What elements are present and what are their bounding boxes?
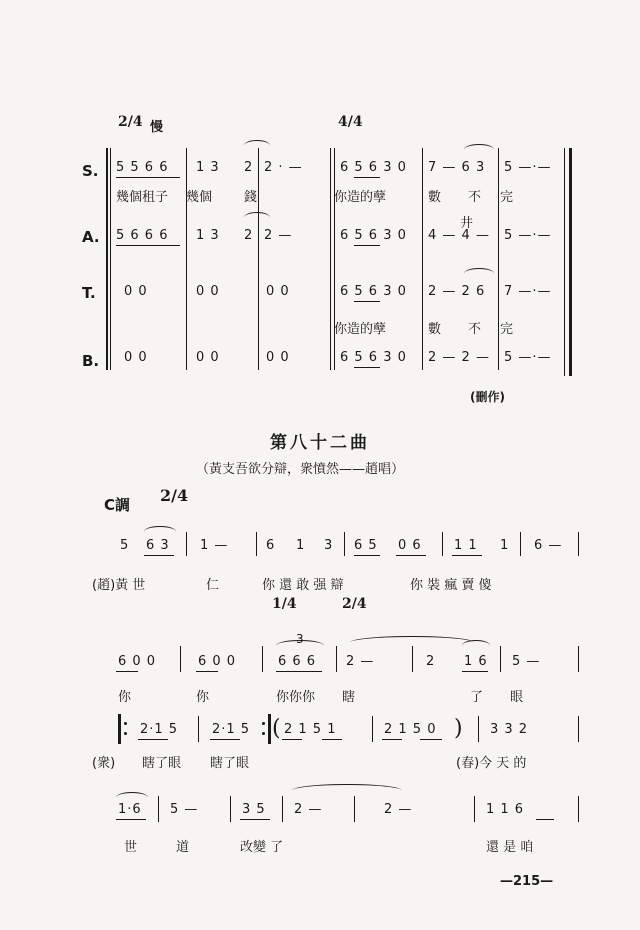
l2-lyric-3: 你你你 xyxy=(276,690,316,705)
l1-note-e: 1 xyxy=(296,538,306,553)
l3-repeat-end xyxy=(268,714,271,744)
l3-repeat-end-dot-2 xyxy=(262,732,265,735)
part-label-tenor: T. xyxy=(82,284,96,302)
l2-measure-7: 5 — xyxy=(512,654,541,669)
l1-barline-4 xyxy=(442,532,443,556)
l2-time-signature-2: 2/4 xyxy=(342,596,367,612)
l3-underline-3a xyxy=(282,739,302,740)
a-measure-6: 4 — 4 — xyxy=(428,228,490,243)
l4-measure-1: 1·6 xyxy=(118,802,142,817)
l3-barline-4 xyxy=(578,716,579,742)
s-underline-5 xyxy=(354,177,380,178)
attribution: (刪作) xyxy=(470,390,505,404)
l2-barline-3 xyxy=(336,646,337,672)
t-slur-6 xyxy=(464,268,494,279)
t-lyric-5: 你造的孽 xyxy=(334,322,387,337)
l3-underline-1 xyxy=(138,739,168,740)
l2-underline-2 xyxy=(196,671,218,672)
system-bracket-inner xyxy=(110,148,111,370)
s-lyric-7: 完 xyxy=(500,190,514,205)
b-measure-6: 2 — 2 — xyxy=(428,350,490,365)
l3-measure-2: 2·1 5 xyxy=(212,722,251,737)
b-measure-5: 6 5 6 3 0 xyxy=(340,350,407,365)
l3-underline-2 xyxy=(210,739,240,740)
l4-measure-6: 1 1 6 xyxy=(486,802,525,817)
l3-measure-3: 2 1 5 1 xyxy=(284,722,337,737)
final-barline-thick xyxy=(569,148,572,376)
l1-note-h: 0 6 xyxy=(398,538,422,553)
l3-measure-1: 2·1 5 xyxy=(140,722,179,737)
l1-barline-2 xyxy=(256,532,257,556)
l1-note-f: 3 xyxy=(324,538,334,553)
t-measure-6: 2 — 2 6 xyxy=(428,284,486,299)
l1-note-c: 1 — xyxy=(200,538,229,553)
l1-note-k: 6 — xyxy=(534,538,563,553)
part-label-bass: B. xyxy=(82,352,100,370)
l1-lyric-1: (趙)黃 世 xyxy=(92,578,146,593)
l3-paren-open: ( xyxy=(272,716,281,741)
l1-barline-3 xyxy=(344,532,345,556)
time-signature-2: 4/4 xyxy=(338,114,363,130)
l3-barline-3 xyxy=(478,716,479,742)
l3-underline-3b xyxy=(322,739,342,740)
l3-measure-5: 3 3 2 xyxy=(490,722,529,737)
l4-lyric-3: 改變 了 xyxy=(240,840,284,855)
l4-measure-4: 2 — xyxy=(294,802,323,817)
s-lyric-3: 錢 xyxy=(244,190,258,205)
l4-measure-2: 5 — xyxy=(170,802,199,817)
barline-2 xyxy=(258,148,259,370)
s-measure-1: 5 5 6 6 xyxy=(116,160,169,175)
l4-tie xyxy=(292,784,402,797)
b-measure-3: 0 0 xyxy=(266,350,290,365)
s-measure-4: 2 · — xyxy=(264,160,303,175)
l4-underline-6 xyxy=(536,819,554,820)
l1-note-b: 6 3 xyxy=(146,538,170,553)
l3-measure-4: 2 1 5 0 xyxy=(384,722,437,737)
l4-lyric-2: 道 xyxy=(176,840,190,855)
l2-measure-4: 2 — xyxy=(346,654,375,669)
l1-note-d: 6 xyxy=(266,538,276,553)
l2-lyric-5: 了 xyxy=(470,690,484,705)
l3-paren-close: ) xyxy=(454,716,463,741)
l4-barline-4 xyxy=(354,796,355,822)
l4-measure-3: 3 5 xyxy=(242,802,266,817)
piece-subtitle: （黃支吾欲分辯，衆憤然——趙唱） xyxy=(196,462,405,477)
l4-barline-3 xyxy=(282,796,283,822)
a-measure-1: 5 6 6 6 xyxy=(116,228,169,243)
l2-barline-4 xyxy=(412,646,413,672)
l2-measure-2: 6 0 0 xyxy=(198,654,237,669)
l1-note-j: 1 xyxy=(500,538,510,553)
l2-measure-3: 6 6 6 xyxy=(278,654,317,669)
system-bracket xyxy=(106,148,108,370)
b-measure-1: 0 0 xyxy=(124,350,148,365)
l3-lyric-3: 瞎了眼 xyxy=(210,756,250,771)
l2-lyric-6: 眼 xyxy=(510,690,524,705)
l2-barline-1 xyxy=(180,646,181,672)
l1-lyric-4: 你 裝 瘋 賣 傻 xyxy=(410,578,492,593)
tempo-mark: 慢 xyxy=(150,120,164,135)
l1-lyric-2: 仁 xyxy=(206,578,220,593)
s-lyric-6a: 數 xyxy=(428,190,442,205)
part-label-alto: A. xyxy=(82,228,100,246)
piece-title: 第八十二曲 xyxy=(270,433,370,453)
l3-repeat-dot-1 xyxy=(124,722,127,725)
l3-underline-4b xyxy=(420,739,442,740)
l3-lyric-1: (衆) xyxy=(92,756,116,771)
t-lyric-6b: 不 xyxy=(468,322,482,337)
l4-barline-5 xyxy=(474,796,475,822)
l3-repeat-dot-2 xyxy=(124,732,127,735)
l3-repeat-start xyxy=(118,714,121,744)
l3-lyric-4: (春)今 天 的 xyxy=(456,756,527,771)
a-measure-3: 2 xyxy=(244,228,254,243)
s-measure-6: 7 — 6 3 xyxy=(428,160,486,175)
l1-barline-5 xyxy=(520,532,521,556)
s-tie-1 xyxy=(244,140,270,151)
l2-lyric-4: 瞎 xyxy=(342,690,356,705)
t-measure-7: 7 —·— xyxy=(504,284,552,299)
l2-triplet-mark: 3 xyxy=(296,632,305,646)
l2-triplet-bracket xyxy=(276,640,324,651)
l2-slur-6 xyxy=(462,640,490,651)
l2-time-signature-1: 1/4 xyxy=(272,596,297,612)
piece-time-signature: 2/4 xyxy=(160,486,189,505)
b-measure-2: 0 0 xyxy=(196,350,220,365)
l4-barline-2 xyxy=(230,796,231,822)
l1-underline-3 xyxy=(396,555,426,556)
l4-measure-5: 2 — xyxy=(384,802,413,817)
a-measure-5: 6 5 6 3 0 xyxy=(340,228,407,243)
s-lyric-5: 你造的孽 xyxy=(334,190,387,205)
l3-lyric-2: 瞎了眼 xyxy=(142,756,182,771)
t-lyric-6a: 數 xyxy=(428,322,442,337)
l2-measure-1: 6 0 0 xyxy=(118,654,157,669)
t-measure-5: 6 5 6 3 0 xyxy=(340,284,407,299)
a-measure-2: 1 3 xyxy=(196,228,220,243)
part-label-soprano: S. xyxy=(82,162,99,180)
s-measure-3: 2 xyxy=(244,160,254,175)
l4-underline-1 xyxy=(116,819,146,820)
key-signature: C調 xyxy=(104,496,131,514)
l1-underline-2 xyxy=(354,555,380,556)
barline-4 xyxy=(422,148,423,370)
l1-note-i: 1 1 xyxy=(454,538,478,553)
l1-barline-6 xyxy=(578,532,579,556)
t-lyric-7: 完 xyxy=(500,322,514,337)
l2-barline-2 xyxy=(262,646,263,672)
a-sharp-mark: 井 xyxy=(460,216,474,231)
l4-underline-3 xyxy=(240,819,270,820)
l3-underline-4a xyxy=(382,739,402,740)
final-barline-thin xyxy=(564,148,565,376)
l4-barline-1 xyxy=(158,796,159,822)
l1-note-a: 5 xyxy=(120,538,130,553)
a-tie-1 xyxy=(244,212,270,223)
l2-underline-3 xyxy=(276,671,322,672)
l1-note-g: 6 5 xyxy=(354,538,378,553)
l1-barline-1 xyxy=(186,532,187,556)
t-measure-3: 0 0 xyxy=(266,284,290,299)
a-measure-7: 5 —·— xyxy=(504,228,552,243)
barline-1 xyxy=(186,148,187,370)
l3-barline-2 xyxy=(372,716,373,742)
l2-lyric-1: 你 xyxy=(118,690,132,705)
l4-slur-1 xyxy=(116,792,148,803)
s-lyric-6b: 不 xyxy=(468,190,482,205)
s-measure-2: 1 3 xyxy=(196,160,220,175)
l1-slur-1 xyxy=(144,526,176,537)
page-number: —215— xyxy=(500,874,554,889)
l1-underline-1 xyxy=(144,555,174,556)
l4-lyric-1: 世 xyxy=(124,840,138,855)
l2-barline-5 xyxy=(500,646,501,672)
l4-barline-6 xyxy=(578,796,579,822)
time-signature-1: 2/4 xyxy=(118,114,143,130)
l2-measure-5: 2 xyxy=(426,654,436,669)
s-measure-5: 6 5 6 3 0 xyxy=(340,160,407,175)
s-measure-7: 5 —·— xyxy=(504,160,552,175)
t-measure-2: 0 0 xyxy=(196,284,220,299)
l2-underline-1 xyxy=(116,671,138,672)
l4-lyric-4: 還 是 咱 xyxy=(486,840,534,855)
b-measure-7: 5 —·— xyxy=(504,350,552,365)
l2-lyric-2: 你 xyxy=(196,690,210,705)
a-underline-5 xyxy=(354,245,380,246)
l2-barline-6 xyxy=(578,646,579,672)
s-underline-1 xyxy=(116,177,180,178)
s-slur-6 xyxy=(464,144,494,155)
t-underline-5 xyxy=(354,301,380,302)
l2-underline-6 xyxy=(462,671,488,672)
barline-3 xyxy=(330,148,331,370)
s-lyric-1: 幾個租子 xyxy=(116,190,169,205)
l3-barline-1 xyxy=(198,716,199,742)
b-underline-5 xyxy=(354,367,380,368)
l1-lyric-3: 你 還 敢 强 辯 xyxy=(262,578,344,593)
s-lyric-2: 幾個 xyxy=(186,190,213,205)
a-underline-1 xyxy=(116,245,180,246)
l3-repeat-end-dot-1 xyxy=(262,722,265,725)
l2-measure-6: 1 6 xyxy=(464,654,488,669)
a-measure-4: 2 — xyxy=(264,228,293,243)
t-measure-1: 0 0 xyxy=(124,284,148,299)
l1-underline-4 xyxy=(452,555,482,556)
